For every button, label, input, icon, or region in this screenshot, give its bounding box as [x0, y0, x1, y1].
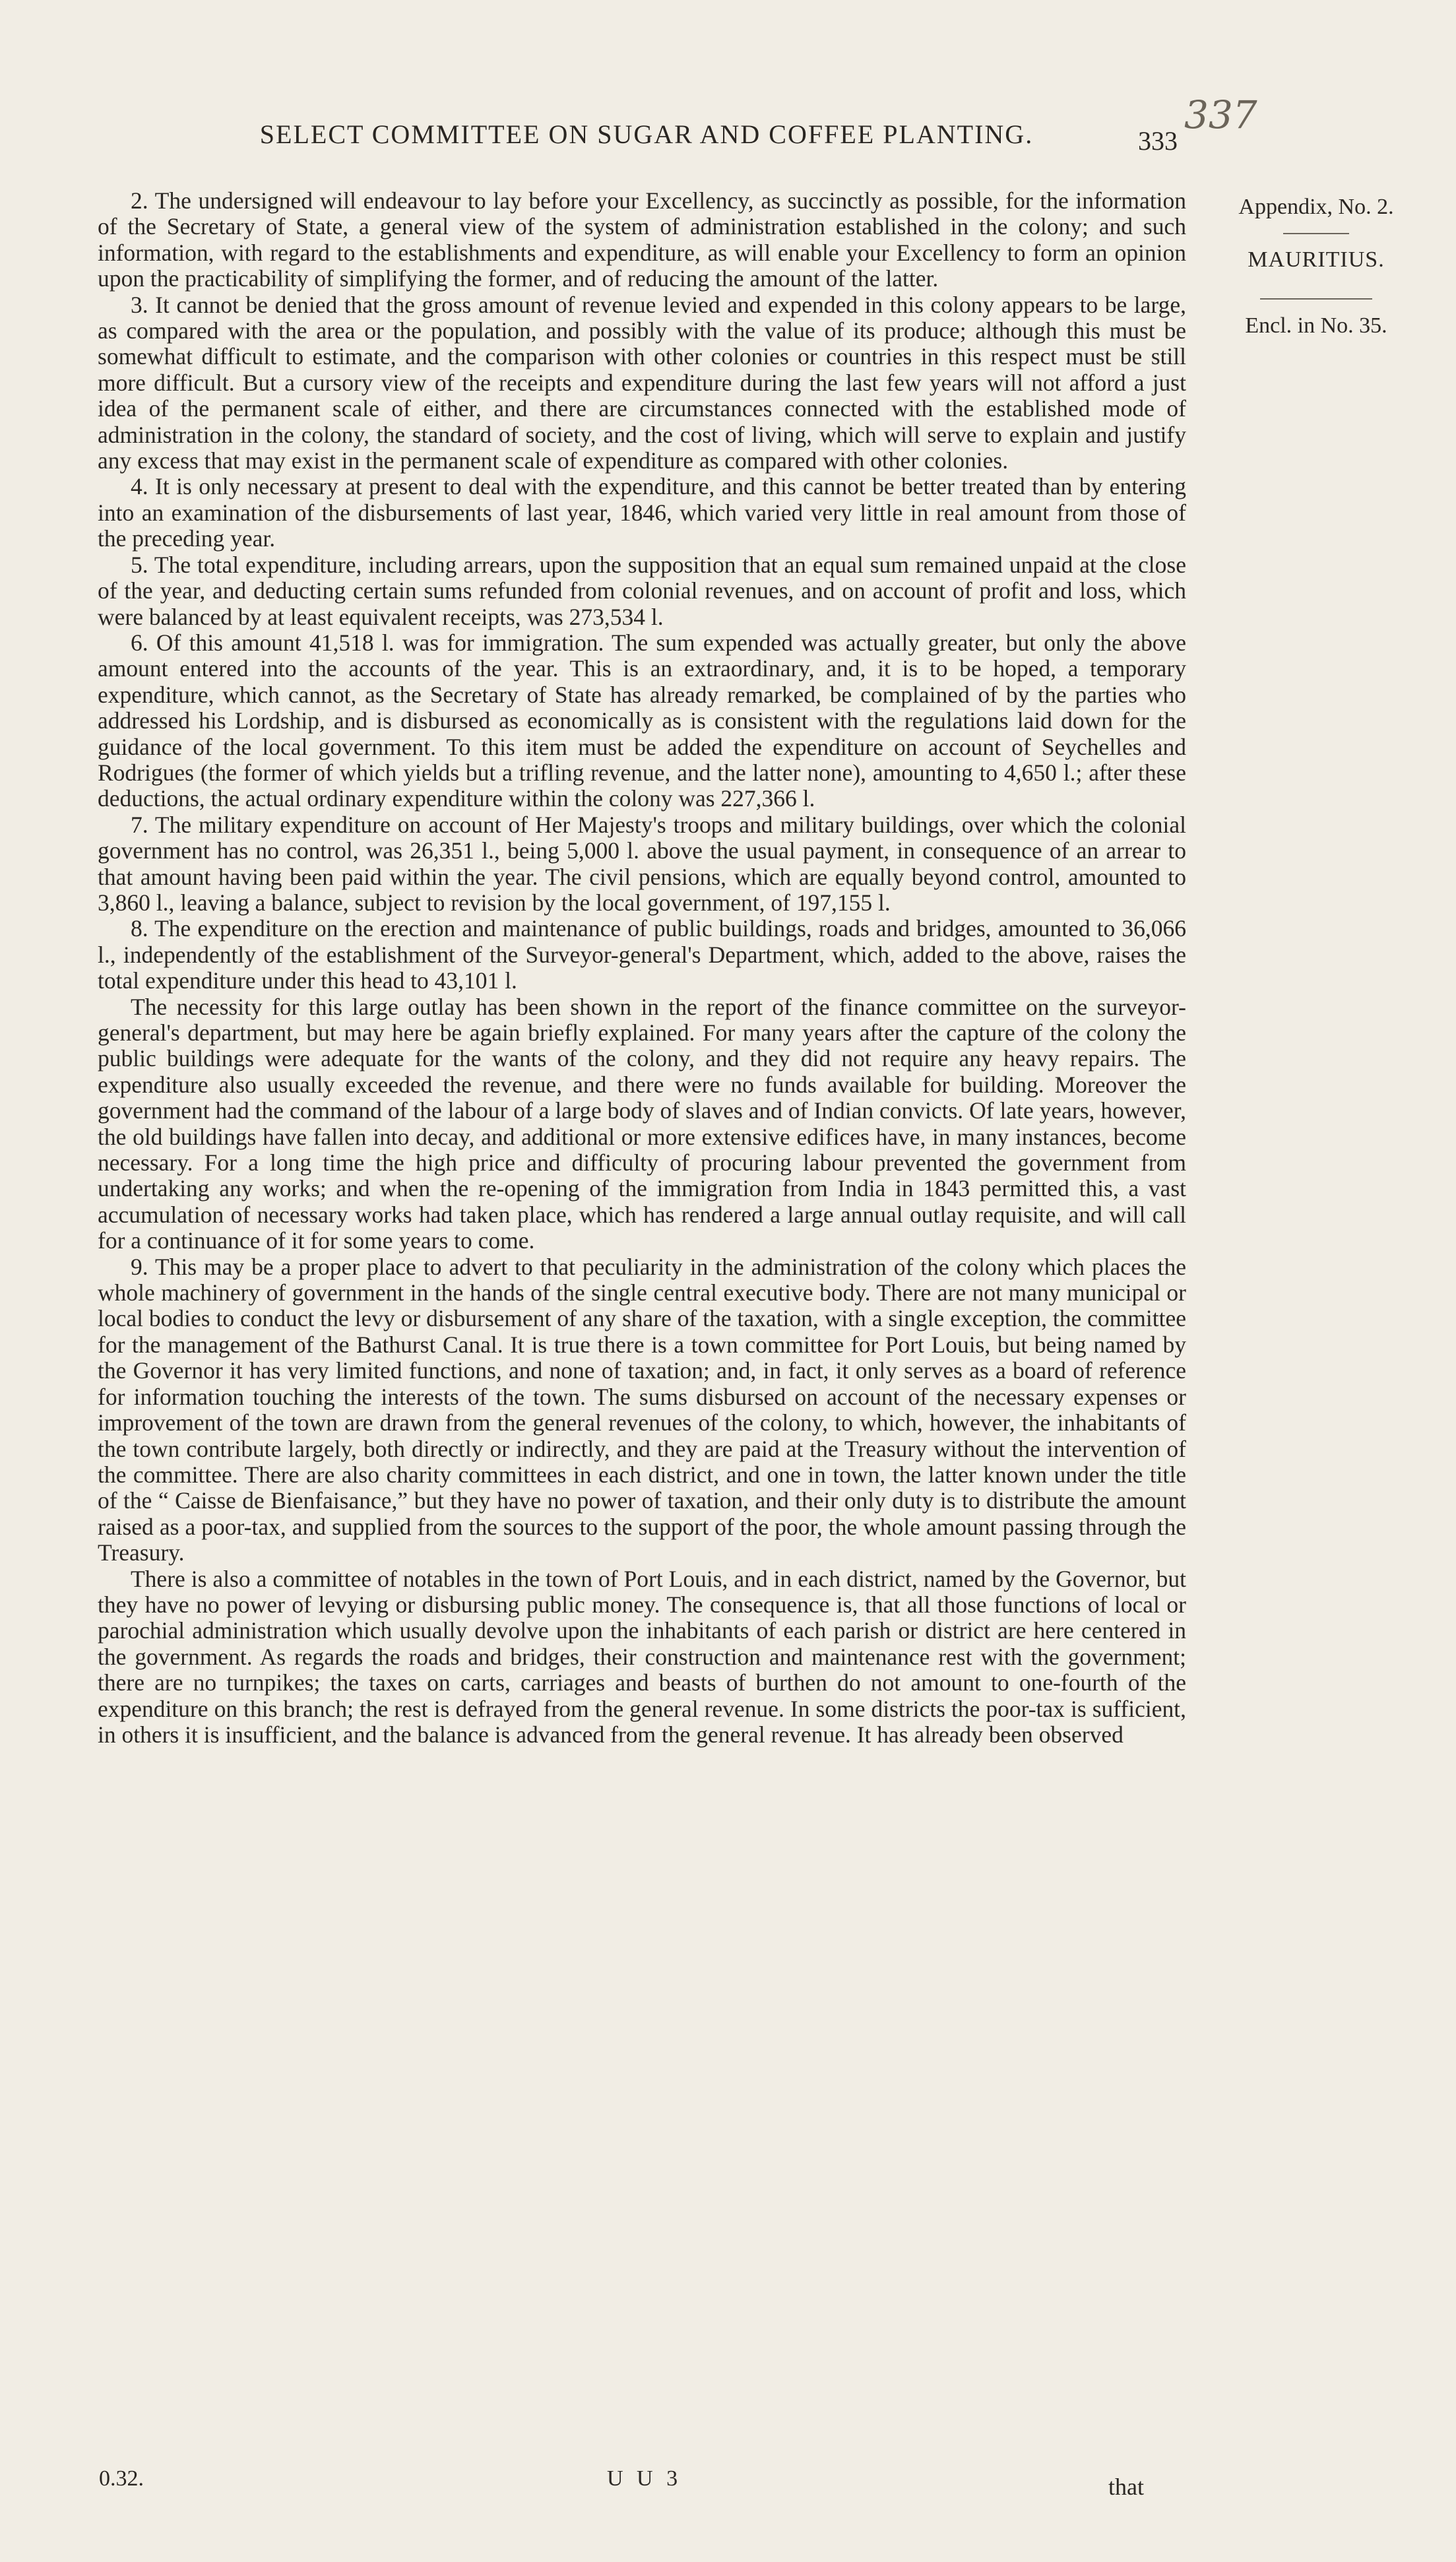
footer-paper-code: 0.32.: [99, 2466, 144, 2491]
margin-divider: [1283, 233, 1349, 234]
margin-enclosure-note: Encl. in No. 35.: [1245, 313, 1387, 338]
paragraph-9-continued: There is also a committee of notables in the town of Port Louis, and in each district, named by the Governor, but they have no power of levying or disbursing public money. The consequence is, that all those functions of local or parochial administration which usually devolve upon the inhabitants of each parish or district are here centered in the government. As regards the roads and bridges, their construction and maintenance rest with the government; there are no turnpikes; the taxes on carts, carriages and beasts of burthen do not amount to one-fourth of the expenditure on this branch; the rest is defrayed from the general revenue. In some districts the poor-tax is sufficient, in others it is insufficient, and the balance is advanced from the general revenue. It has already been observed: [98, 1565, 1186, 1748]
footer-signature-mark: U U 3: [607, 2466, 682, 2491]
paragraph-9: 9. This may be a proper place to advert to that peculiarity in the administration of the colony which places the whole machinery of government in the hands of the single central executive body. There are not many municipal or local bodies to conduct the levy or disbursement of any share of the taxation, with a single exception, the committee for the management of the Bathurst Canal. It is true there is a town committee for Port Louis, but being named by the Governor it has very limited functions, and none of taxation; and, in fact, it only serves as a board of reference for information touching the interests of the town. The sums disbursed on account of the necessary expenses or improvement of the town are drawn from the general revenues of the colony, to which, however, the inhabitants of the town contribute largely, both directly or indirectly, and they are paid at the Treasury without the intervention of the committee. There are also charity committees in each district, and one in town, the latter known under the title of the “ Caisse de Bienfaisance,” but they have no power of taxation, and their only duty is to distribute the amount raised as a poor-tax, and supplied from the sources to the support of the poor, the whole amount passing through the Treasury.: [98, 1253, 1186, 1566]
handwritten-page-number: 337: [1184, 92, 1257, 137]
body-text: [98, 188, 1186, 1748]
footer-catchword: that: [1108, 2474, 1144, 2500]
paragraph-8-continued: The necessity for this large outlay has been shown in the report of the finance committee on the surveyor-general's department, but may here be again briefly explained. For many years after the capture of the colony the public buildings were adequate for the wants of the colony, and they did not require any heavy repairs. The expenditure also usually exceeded the revenue, and there were no funds available for building. Moreover the government had the command of the labour of a large body of slaves and of Indian convicts. Of late years, however, the old buildings have fallen into decay, and additional or more extensive edifices have, in many instances, become necessary. For a long time the high price and difficulty of procuring labour prevented the government from undertaking any works; and when the re-opening of the immigration from India in 1843 permitted this, a vast accumulation of necessary works had taken place, which has rendered a large annual outlay requisite, and will call for a continuance of it for some years to come.: [98, 993, 1186, 1254]
running-header-title: SELECT COMMITTEE ON SUGAR AND COFFEE PLANTING.: [259, 119, 1034, 149]
paragraph-4: 4. It is only necessary at present to deal with the expenditure, and this cannot be better treated than by entering into an examination of the disbursements of last year, 1846, which varied very little in real amount from those of the preceding year.: [98, 473, 1186, 552]
paragraph-2: 2. The undersigned will endeavour to lay before your Excellency, as succinctly as possible, for the information of the Secretary of State, a general view of the system of administration established in the colony; and such information, with regard to the establishments and expenditure, as will enable your Excellency to form an opinion upon the practicability of simplifying the former, and of reducing the amount of the latter.: [98, 187, 1186, 292]
paragraph-8: 8. The expenditure on the erection and maintenance of public buildings, roads and bridges, amounted to 36,066 l., independently of the establishment of the Surveyor-general's Department, which, added to the above, raises the total expenditure under this head to 43,101 l.: [98, 915, 1186, 994]
paragraph-7: 7. The military expenditure on account of Her Majesty's troops and military buildings, over which the colonial government has no control, was 26,351 l., being 5,000 l. above the usual payment, in consequence of an arrear to that amount having been paid within the year. The civil pensions, which are equally beyond control, amounted to 3,860 l., leaving a balance, subject to revision by the local government, of 197,155 l.: [98, 811, 1186, 916]
margin-divider: [1260, 298, 1372, 300]
margin-appendix-note: Appendix, No. 2.: [1238, 195, 1394, 219]
page-number: 333: [1138, 126, 1178, 156]
paragraph-3: 3. It cannot be denied that the gross amount of revenue levied and expended in this colony appears to be large, as compared with the area or the population, and possibly with the value of its produce; although this must be somewhat difficult to estimate, and the comparison with other colonies or countries in this respect must be still more difficult. But a cursory view of the receipts and expenditure during the last few years will not afford a just idea of the permanent scale of either, and there are circumstances connected with the established mode of administration in the colony, the standard of society, and the cost of living, which will serve to explain and justify any excess that may exist in the permanent scale of expenditure as compared with other colonies.: [98, 291, 1186, 474]
paragraph-5: 5. The total expenditure, including arrears, upon the supposition that an equal sum remained unpaid at the close of the year, and deducting certain sums refunded from colonial revenues, and on account of profit and loss, which were balanced by at least equivalent receipts, was 273,534 l.: [98, 551, 1186, 630]
paragraph-6: 6. Of this amount 41,518 l. was for immigration. The sum expended was actually greater, but only the above amount entered into the accounts of the year. This is an extraordinary, and, it is to be hoped, a temporary expenditure, which cannot, as the Secretary of State has already remarked, be complained of by the parties who addressed his Lordship, and is disbursed as economically as is consistent with the regulations laid down for the guidance of the local government. To this item must be added the expenditure on account of Seychelles and Rodrigues (the former of which yields but a trifling revenue, and the latter none), amounting to 4,650 l.; after these deductions, the actual ordinary expenditure within the colony was 227,366 l.: [98, 629, 1186, 812]
margin-country-note: MAURITIUS.: [1248, 247, 1385, 272]
